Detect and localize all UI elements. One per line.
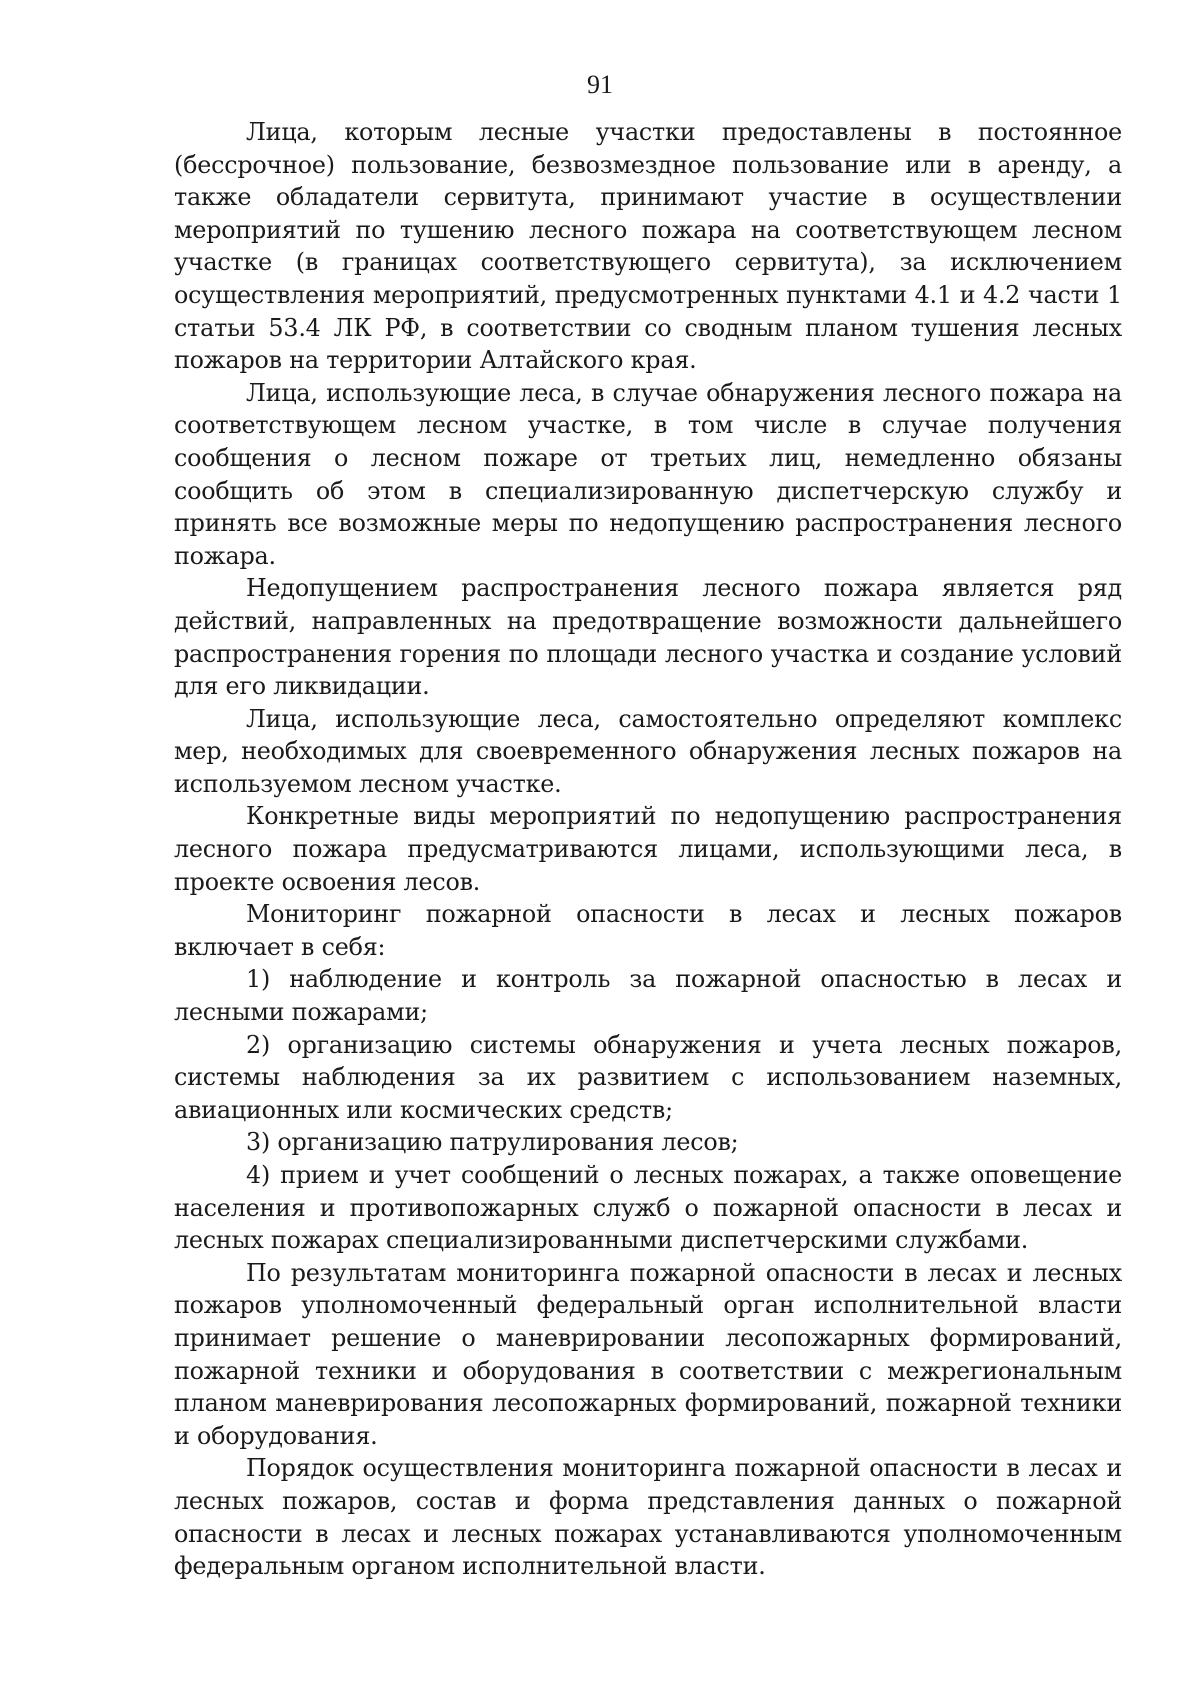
paragraph: По результатам мониторинга пожарной опасности в лесах и лесных пожаров уполномоченный федеральный орган исполнительной власти принимает решение о маневрировании лесопожарных формирований, пожарной техники и оборудования в соответствии с межрегиональным планом маневрирования лесопожарных формирований, пожарной техники и оборудования.	[174, 1258, 1122, 1450]
page-body	[174, 116, 1122, 1583]
list-item: 3) организацию патрулирования лесов;	[246, 1128, 739, 1157]
paragraph: Недопущением распространения лесного пожара является ряд действий, направленных на предотвращение возможности дальнейшего распространения горения по площади лесного участка и создание условий для его ликвидации.	[174, 574, 1122, 701]
paragraph: Мониторинг пожарной опасности в лесах и лесных пожаров включает в себя:	[174, 900, 1122, 961]
paragraph: Лица, которым лесные участки предоставлены в постоянное (бессрочное) пользование, безвозмездное пользование или в аренду, а также обладатели сервитута, принимают участие в осуществлении мероприятий по тушению лесного пожара на соответствующем лесном участке (в границах соответствующего сервитута), за исключением осуществления мероприятий, предусмотренных пунктами 4.1 и 4.2 части 1 статьи 53.4 ЛК РФ, в соответствии со сводным планом тушения лесных пожаров на территории Алтайского края.	[174, 118, 1122, 375]
paragraph: Порядок осуществления мониторинга пожарной опасности в лесах и лесных пожаров, состав и форма представления данных о пожарной опасности в лесах и лесных пожарах устанавливаются уполномоченным федеральным органом исполнительной власти.	[174, 1454, 1122, 1581]
page-number: 91	[587, 70, 613, 99]
paragraph: Лица, использующие леса, самостоятельно определяют комплекс мер, необходимых для своевременного обнаружения лесных пожаров на используемом лесном участке.	[174, 704, 1122, 798]
paragraph: Лица, использующие леса, в случае обнаружения лесного пожара на соответствующем лесном участке, в том числе в случае получения сообщения о лесном пожаре от третьих лиц, немедленно обязаны сообщить об этом в специализированную диспетчерскую службу и принять все возможные меры по недопущению распространения лесного пожара.	[174, 378, 1122, 570]
list-item: 1) наблюдение и контроль за пожарной опасностью в лесах и лесными пожарами;	[174, 965, 1122, 1027]
list-item: 4) прием и учет сообщений о лесных пожарах, а также оповещение населения и противопожарных служб о пожарной опасности в лесах и лесных пожарах специализированными диспетчерскими службами.	[174, 1161, 1122, 1255]
paragraph: Конкретные виды мероприятий по недопущению распространения лесного пожара предусматриваются лицами, использующими леса, в проекте освоения лесов.	[174, 802, 1122, 896]
list-item: 2) организацию системы обнаружения и учета лесных пожаров, системы наблюдения за их развитием с использованием наземных, авиационных или космических средств;	[174, 1030, 1122, 1124]
